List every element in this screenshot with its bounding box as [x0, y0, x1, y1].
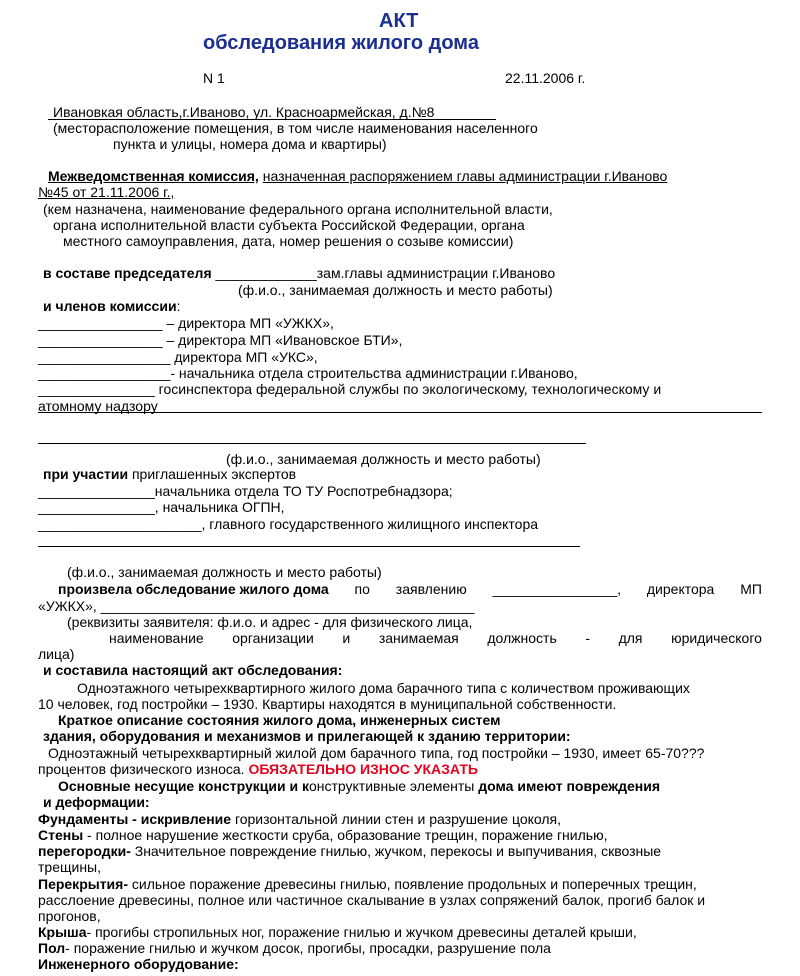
commission-appointment: назначенная распоряжением главы администрации г.Иваново — [262, 168, 668, 184]
expert-item: _____________________, главного государственного жилищного инспектора — [38, 516, 539, 532]
wear-text: процентов физического износа. — [38, 761, 245, 777]
chairman-line — [43, 265, 555, 281]
commission-hint-1: (кем назначена, наименование федерального органа исполнительной власти, — [43, 201, 553, 217]
chairman-position: зам.главы администрации г.Иваново — [316, 265, 556, 281]
member-item: _________________- начальника отдела строительства администрации г.Иваново, — [38, 365, 578, 381]
chairman-label: в составе председателя — [43, 265, 212, 281]
address-hint-1: (месторасположение помещения, в том числе наименования населенного — [53, 120, 538, 136]
commission-hint-2: органа исполнительной власти субъекта Российской Федерации, органа — [53, 217, 525, 233]
inspection-line-2 — [38, 598, 474, 614]
act-number: N 1 — [203, 70, 225, 86]
members-signature-line — [38, 443, 586, 444]
chairman-blank: _____________ — [215, 265, 317, 281]
damage-text: сильное поражение древесины гнилью, появление продольных и поперечных трещин, — [128, 876, 697, 892]
damage-item — [38, 811, 561, 827]
inspection-word: по — [354, 581, 370, 597]
members-label: и членов комиссии — [43, 298, 177, 314]
inspection-word: заявлению — [395, 581, 467, 597]
description-text-2 — [38, 761, 478, 777]
act-date: 22.11.2006 г. — [505, 70, 586, 86]
damage-item — [38, 859, 101, 875]
inspection-word: МП — [740, 581, 762, 597]
damage-label: Крыша — [38, 924, 87, 940]
act-paragraph-2: 10 человек, год постройки – 1930. Квартиры находятся в муниципальной собственности. — [38, 696, 617, 712]
address: Ивановкая область,г.Иваново, ул. Красноармейская, д.№8 — [53, 104, 435, 120]
hint-word: наименование — [109, 630, 204, 646]
description-heading-1: Краткое описание состояния жилого дома, инженерных систем — [58, 712, 501, 728]
applicant-org: «УЖКХ», — [38, 598, 97, 614]
hint-word: организации — [232, 630, 314, 646]
inspection-hint-3: лица) — [38, 646, 75, 662]
experts-heading — [43, 466, 296, 482]
damage-label: Инженерного оборудование: — [38, 956, 239, 972]
structures-heading-2: и деформации: — [43, 794, 150, 810]
act-heading: и составила настоящий акт обследования: — [43, 662, 343, 678]
commission-line-2: №45 от 21.11.2006 г., — [38, 184, 175, 200]
damage-item — [38, 827, 607, 843]
structures-heading-1 — [58, 778, 660, 794]
damage-label: Перекрытия- — [38, 876, 128, 892]
damage-text: - прогибы стропильных ног, поражение гнилью и жучком древесины деталей крыши, — [86, 924, 637, 940]
wear-warning: ОБЯЗАТЕЛЬНО ИЗНОС УКАЗАТЬ — [248, 761, 478, 777]
address-hint-2: пункта и улицы, номера дома и квартиры) — [113, 136, 387, 152]
member-item: атомному надзору — [38, 398, 158, 414]
damage-item — [38, 924, 637, 940]
structures-heading-normal: онструктивные элементы — [308, 778, 475, 794]
hint-word: занимаемая — [378, 630, 459, 646]
description-heading-2: здания, оборудования и механизмов и прилегающей к зданию территории: — [43, 728, 571, 744]
inspection-statement: произвела обследование жилого дома — [58, 581, 329, 597]
damage-text: Значительное повреждение гнилью, жучком, перекосы и выпучивания, сквозные — [130, 843, 662, 859]
damage-item — [38, 908, 101, 924]
damage-text: трещины, — [38, 859, 102, 875]
experts-hint: (ф.и.о., занимаемая должность и место работы) — [67, 564, 382, 580]
damage-text: - полное нарушение жесткости сруба, образование трещин, поражение гнилью, — [83, 827, 608, 843]
structures-heading-bold-2: дома имеют повреждения — [478, 778, 661, 794]
damage-item — [38, 940, 551, 956]
damage-label: перегородки- — [38, 843, 131, 859]
inspection-hint-2 — [109, 630, 762, 646]
act-paragraph-1: Одноэтажного четырехквартирного жилого дома барачного типа с количеством проживающих — [77, 680, 690, 696]
commission-hint-3: местного самоуправления, дата, номер решения о созыве комиссии) — [63, 233, 514, 249]
members-underline — [38, 412, 762, 413]
damage-label: Пол — [38, 940, 66, 956]
act-title: АКТ — [379, 10, 419, 32]
experts-label: при участии — [43, 466, 129, 482]
commission-name: Межведомственная комиссия, — [48, 168, 259, 184]
damage-label: Фундаменты - искривление — [38, 811, 232, 827]
damage-label: Стены — [38, 827, 84, 843]
member-item: _________________ директора МП «УКС», — [38, 349, 318, 365]
act-subtitle: обследования жилого дома — [203, 32, 479, 54]
member-item: ________________ – директора МП «УЖКХ», — [38, 315, 334, 331]
chairman-hint: (ф.и.о., занимаемая должность и место работы) — [238, 282, 553, 298]
hint-word: юридического — [671, 630, 762, 646]
applicant-blank: ________________, — [492, 581, 622, 597]
inspection-hint-1: (реквизиты заявителя: ф.и.о. и адрес - для физического лица, — [67, 614, 473, 630]
hint-word: для — [618, 630, 643, 646]
inspection-line-1 — [58, 581, 762, 597]
expert-item: _______________начальника отдела ТО ТУ Роспотребнадзора; — [38, 483, 453, 499]
hint-word: - — [585, 630, 590, 646]
member-item: ________________ – директора МП «Ивановское БТИ», — [38, 332, 403, 348]
damage-item — [38, 876, 697, 892]
description-text-1: Одноэтажный четырехквартирный жилой дом барачного типа, год постройки – 1930, имеет 65-70??? — [48, 745, 705, 761]
experts-signature-line — [38, 546, 580, 547]
hint-word: и — [342, 630, 351, 646]
hint-word: должность — [487, 630, 557, 646]
damage-item — [38, 956, 239, 972]
member-item: _______________ госинспектора федеральной службы по экологическому, технологическому и — [38, 381, 662, 397]
members-heading — [43, 298, 180, 314]
structures-heading-bold: Основные несущие конструкции и к — [58, 778, 309, 794]
expert-item: _______________, начальника ОГПН, — [38, 499, 285, 515]
experts-label-rest: приглашенных экспертов — [131, 466, 297, 482]
damage-text: прогонов, — [38, 908, 101, 924]
damage-text: - поражение гнилью и жучком досок, прогибы, просадки, разрушение пола — [65, 940, 551, 956]
inspection-word: директора — [646, 581, 715, 597]
commission-line-1 — [48, 168, 667, 184]
damage-item — [38, 843, 661, 859]
members-hint: (ф.и.о., занимаемая должность и место работы) — [226, 451, 541, 467]
damage-text: горизонтальной линии стен и разрушение цоколя, — [234, 811, 562, 827]
applicant-details-blank: ________________________________________________ — [100, 598, 475, 614]
damage-item — [38, 892, 705, 908]
damage-text: расслоение древесины, полное или частичное скалывание в узлах сопряжений балок, прогиб балок и — [38, 892, 706, 908]
members-colon: : — [176, 298, 181, 314]
